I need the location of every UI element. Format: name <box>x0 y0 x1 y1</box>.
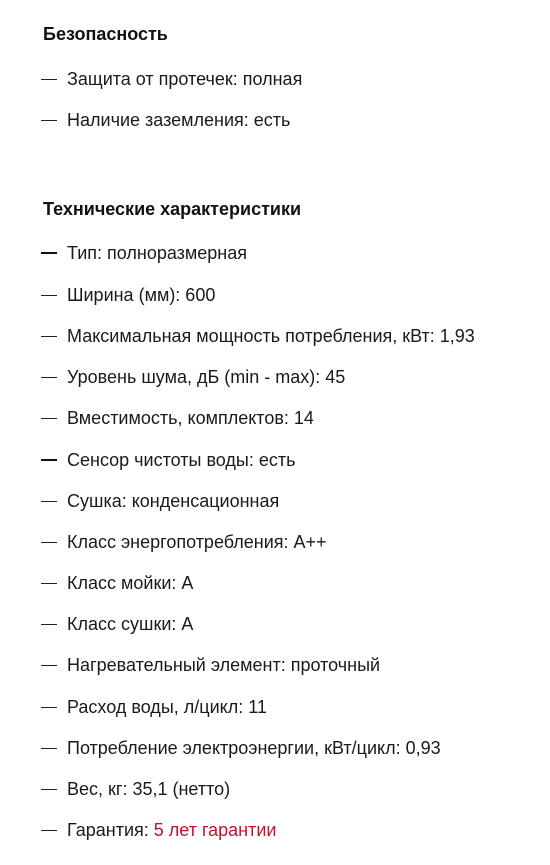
spec-item-water-consumption <box>41 696 267 718</box>
spec-item-label: Гарантия: <box>67 820 154 840</box>
spec-item-label: Максимальная мощность потребления, кВт: 1,93 <box>67 326 475 346</box>
spec-item-width <box>41 284 215 306</box>
dash-bullet <box>41 377 57 378</box>
dash-bullet <box>41 748 57 749</box>
spec-item-label: Сенсор чистоты воды: есть <box>67 450 296 470</box>
spec-item-label: Класс мойки: A <box>67 573 194 593</box>
spec-item-label: Вместимость, комплектов: 14 <box>67 408 314 428</box>
dash-bullet <box>41 624 57 625</box>
spec-item-leak-protection <box>41 68 302 90</box>
spec-item-water-sensor <box>41 449 296 471</box>
spec-item-energy-class <box>41 531 327 553</box>
spec-item-label: Защита от протечек: полная <box>67 69 303 89</box>
spec-item-type <box>41 242 247 264</box>
spec-item-max-power <box>41 325 475 347</box>
dash-bullet <box>41 252 57 254</box>
spec-item-grounding <box>41 109 290 131</box>
dash-bullet <box>41 707 57 708</box>
dash-bullet <box>41 459 57 461</box>
dash-bullet <box>41 665 57 666</box>
dash-bullet <box>41 295 57 296</box>
dash-bullet <box>41 501 57 502</box>
spec-item-capacity <box>41 407 314 429</box>
spec-item-wash-class <box>41 572 193 594</box>
spec-item-label: Нагревательный элемент: проточный <box>67 655 381 675</box>
section-title-tech-specs: Технические характеристики <box>43 199 302 219</box>
dash-bullet <box>41 583 57 584</box>
spec-item-label: Ширина (мм): 600 <box>67 285 216 305</box>
spec-item-label: Тип: полноразмерная <box>67 243 247 263</box>
dash-bullet <box>41 830 57 831</box>
spec-item-weight <box>41 778 230 800</box>
dash-bullet <box>41 418 57 419</box>
dash-bullet <box>41 542 57 543</box>
warranty-link[interactable]: 5 лет гарантии <box>153 820 277 840</box>
spec-item-heating-element <box>41 654 380 676</box>
spec-item-label: Класс энергопотребления: A++ <box>67 532 327 552</box>
spec-item-label: Потребление электроэнергии, кВт/цикл: 0,93 <box>67 738 441 758</box>
spec-item-label: Наличие заземления: есть <box>67 110 291 130</box>
dash-bullet <box>41 336 57 337</box>
spec-item-power-consumption <box>41 737 441 759</box>
spec-item-warranty <box>41 819 276 841</box>
dash-bullet <box>41 79 57 80</box>
spec-item-label: Класс сушки: A <box>67 614 194 634</box>
spec-item-label: Вес, кг: 35,1 (нетто) <box>67 779 231 799</box>
section-title-safety: Безопасность <box>43 24 168 44</box>
spec-item-drying <box>41 490 279 512</box>
spec-item-label: Расход воды, л/цикл: 11 <box>67 697 267 717</box>
spec-item-dry-class <box>41 613 193 635</box>
spec-item-label: Уровень шума, дБ (min - max): 45 <box>67 367 346 387</box>
dash-bullet <box>41 120 57 121</box>
spec-item-label: Сушка: конденсационная <box>67 491 280 511</box>
dash-bullet <box>41 789 57 790</box>
spec-item-noise-level <box>41 366 345 388</box>
